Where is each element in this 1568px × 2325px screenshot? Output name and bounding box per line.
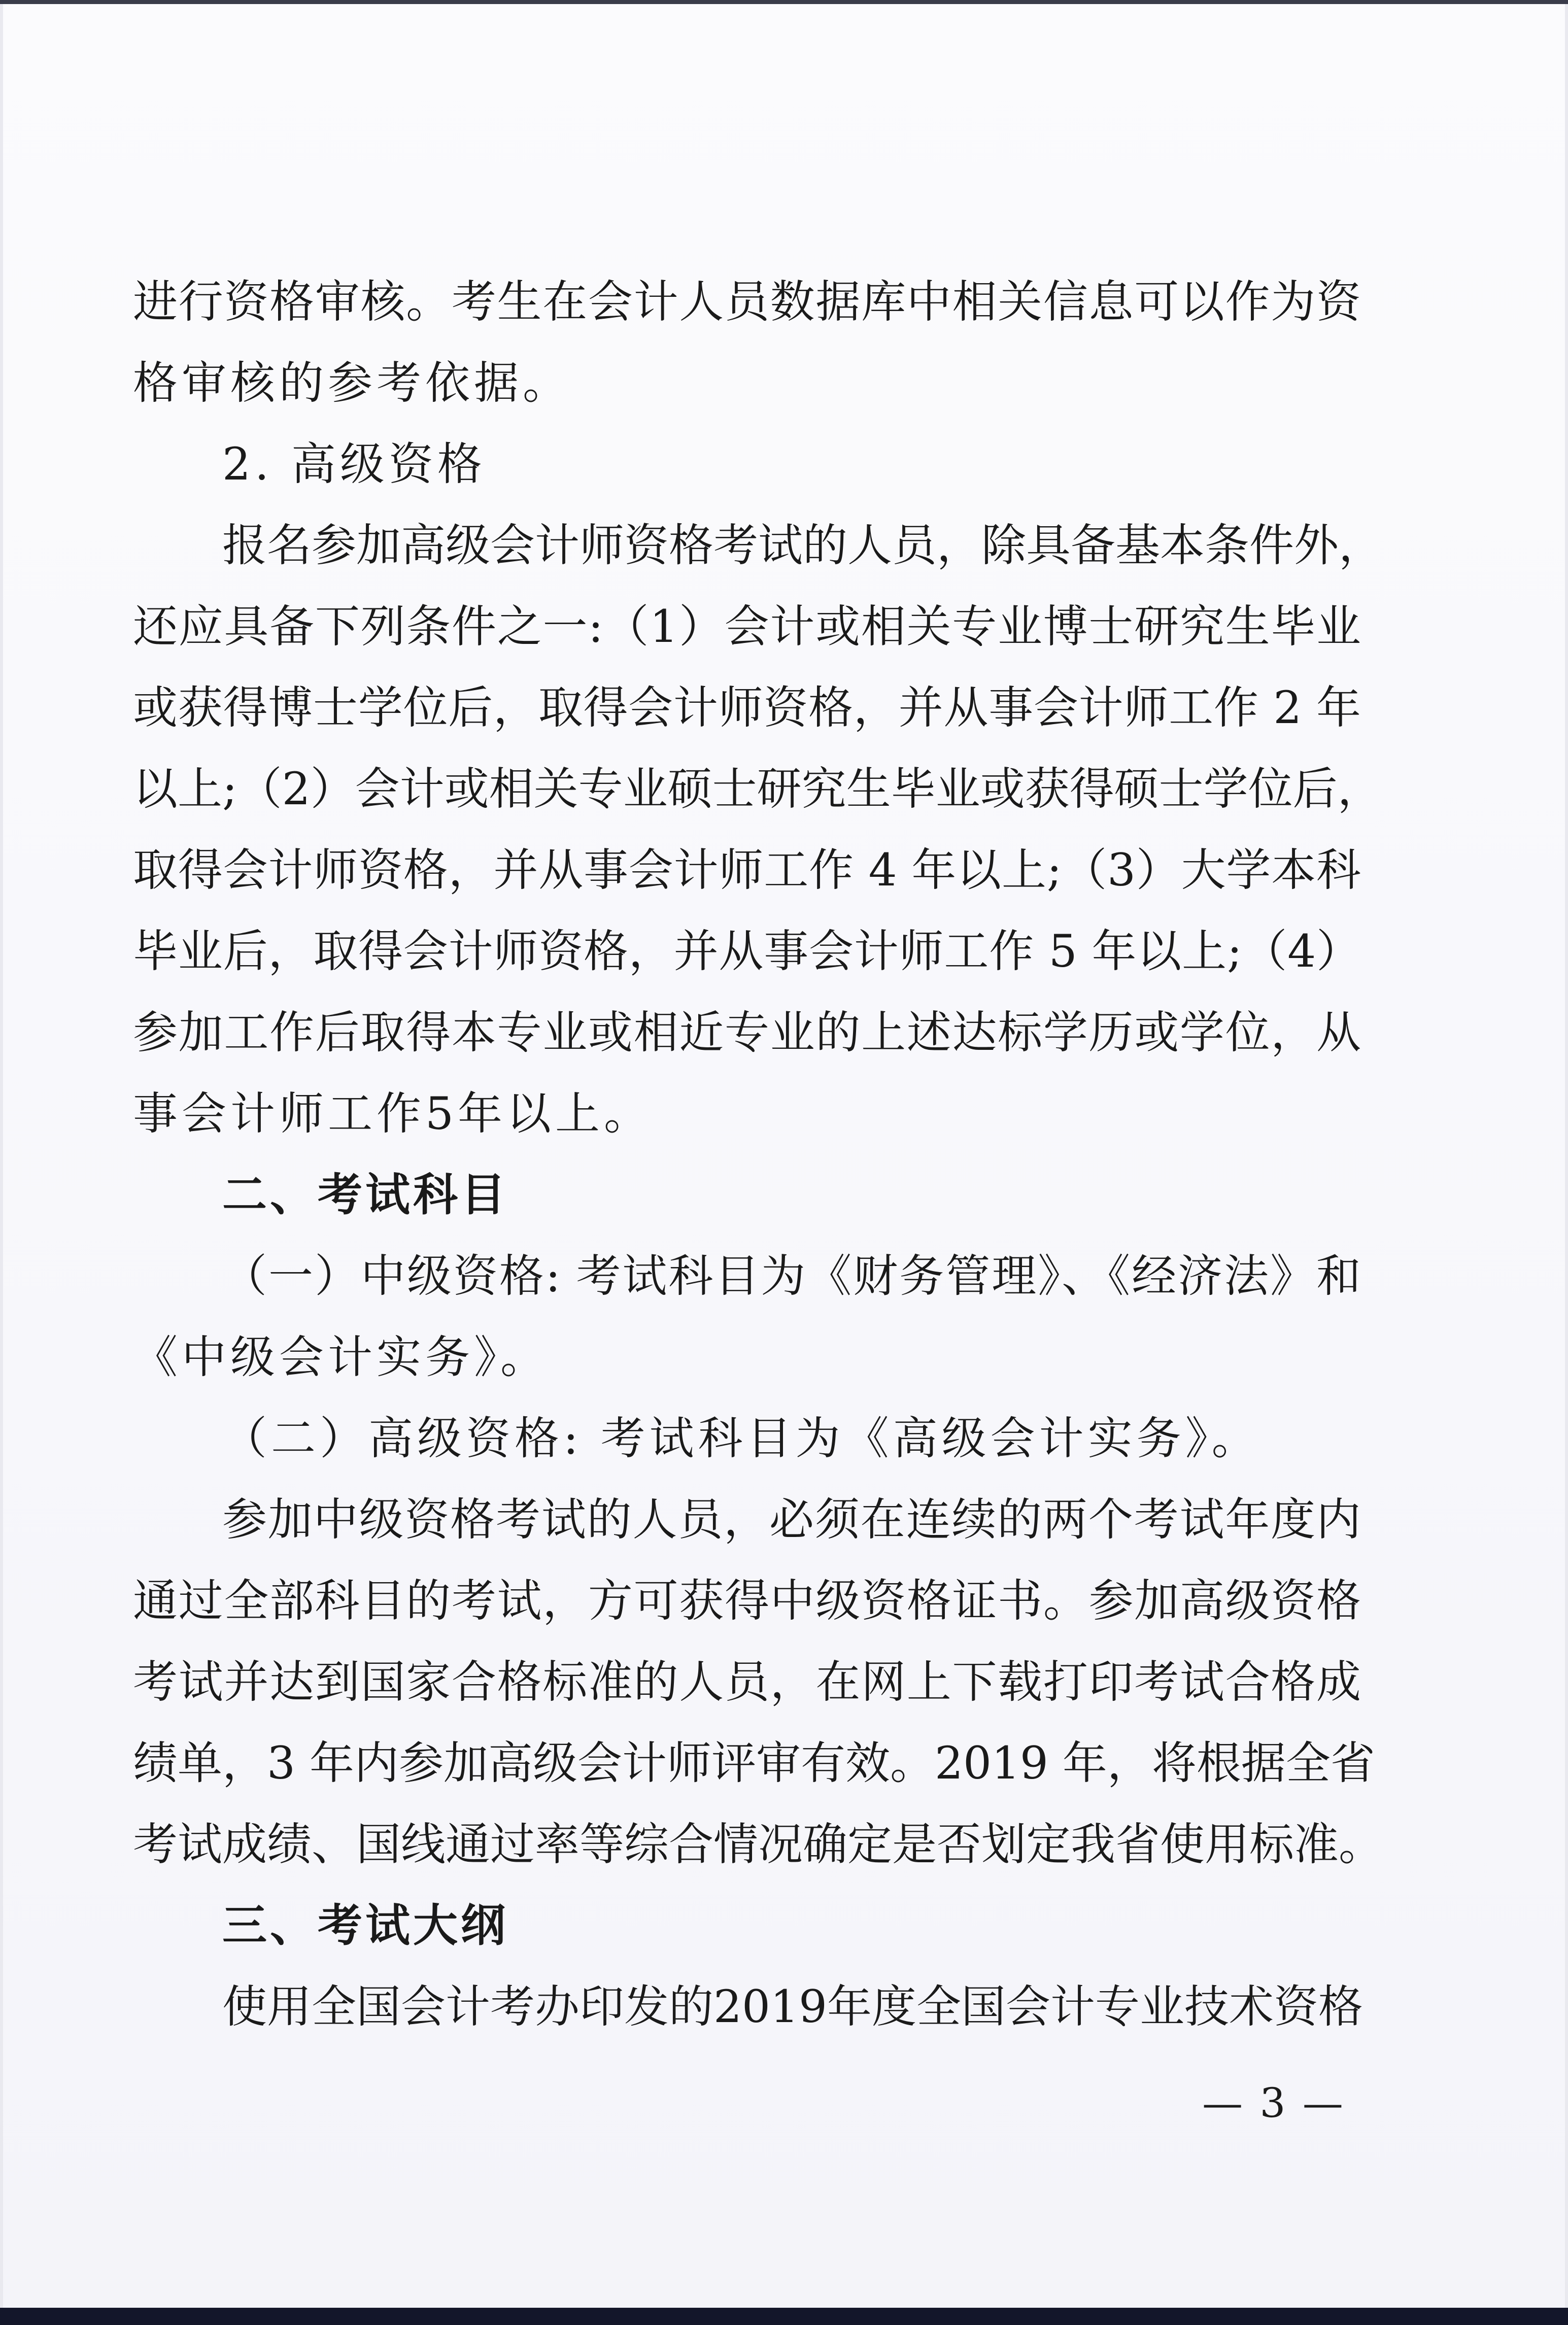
section-heading: 二、考试科目 [222,1169,509,1221]
body-text [133,261,1384,2047]
text-line: （二）高级资格: 考试科目为《高级会计实务》。 [222,1412,1260,1464]
text-line: 报名参加高级会计师资格考试的人员，除具备基本条件外， [222,519,1384,571]
text-line: 绩单，3 年内参加高级会计师评审有效。2019 年，将根据全省 [133,1737,1375,1789]
text-line: 考试并达到国家合格标准的人员，在网上下载打印考试合格成 [133,1656,1361,1708]
section-heading: 三、考试大纲 [222,1899,509,1952]
text-line: 《中级会计实务》。 [133,1331,550,1383]
text-line: 格审核的参考依据。 [133,357,572,409]
text-line: 还应具备下列条件之一:（1）会计或相关专业博士研究生毕业 [133,600,1361,653]
text-line: 参加工作后取得本专业或相近专业的上述达标学历或学位，从 [133,1006,1361,1058]
text-line: 参加中级资格考试的人员，必须在连续的两个考试年度内 [222,1493,1361,1546]
scan-bottom-edge [0,2308,1568,2325]
scan-top-edge [0,0,1568,4]
text-line: 事会计师工作5年以上。 [133,1087,653,1140]
text-line: 考试成绩、国线通过率等综合情况确定是否划定我省使用标准。 [133,1818,1384,1870]
text-line: 通过全部科目的考试，方可获得中级资格证书。参加高级资格 [133,1575,1361,1627]
page-number: — 3 — [1202,2079,1345,2127]
text-line: 使用全国会计考办印发的2019年度全国会计专业技术资格 [222,1980,1363,2033]
text-line: 取得会计师资格，并从事会计师工作 4 年以上;（3）大学本科 [133,844,1361,896]
text-line: 或获得博士学位后，取得会计师资格，并从事会计师工作 2 年 [133,681,1361,734]
text-line: 毕业后，取得会计师资格，并从事会计师工作 5 年以上;（4） [133,925,1361,977]
text-line: 以上;（2）会计或相关专业硕士研究生毕业或获得硕士学位后， [133,763,1382,815]
subsection-heading: 2. 高级资格 [222,438,486,490]
text-line: 进行资格审核。考生在会计人员数据库中相关信息可以作为资 [133,276,1361,328]
text-line: （一）中级资格: 考试科目为《财务管理》、《经济法》和 [222,1250,1361,1302]
